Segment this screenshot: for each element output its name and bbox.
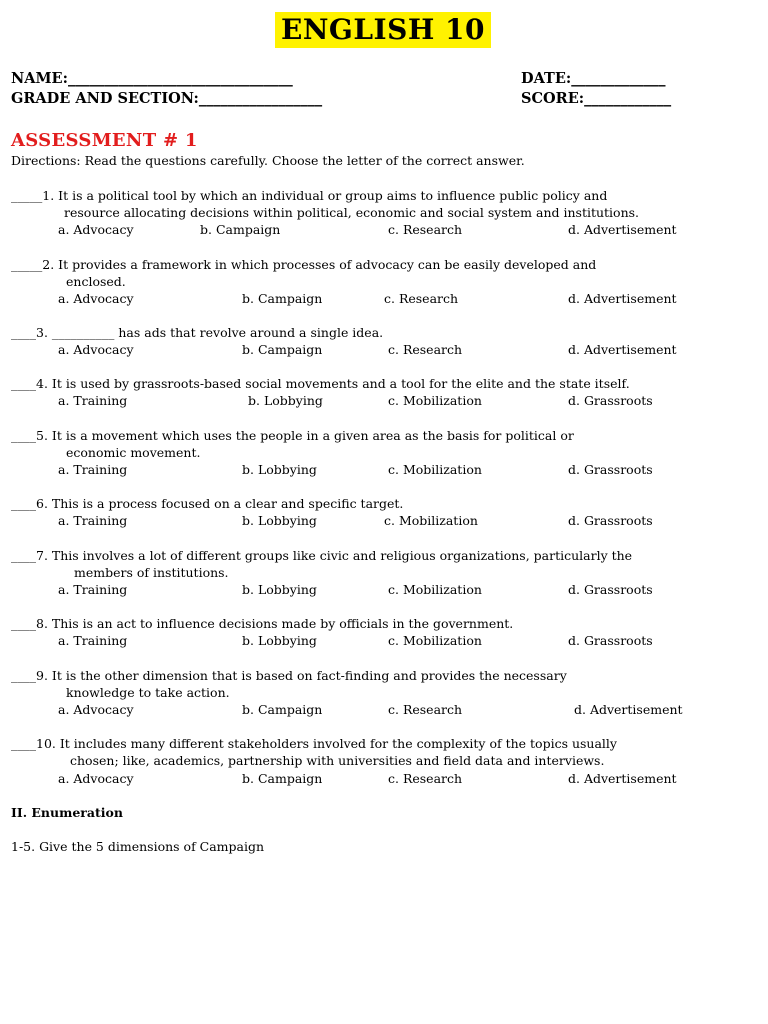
page-title: ENGLISH 10 bbox=[275, 12, 491, 48]
q3-option-a[interactable]: a. Advocacy bbox=[58, 342, 134, 357]
q7-option-b[interactable]: b. Lobbying bbox=[242, 582, 317, 597]
question-2-line2: enclosed. bbox=[66, 274, 126, 289]
score-field[interactable]: SCORE:____________ bbox=[521, 90, 672, 107]
q1-option-a[interactable]: a. Advocacy bbox=[58, 222, 134, 237]
question-5-line2: economic movement. bbox=[66, 445, 201, 460]
q5-option-d[interactable]: d. Grassroots bbox=[568, 462, 653, 477]
q2-option-d[interactable]: d. Advertisement bbox=[568, 291, 677, 306]
section-heading-enumeration: II. Enumeration bbox=[11, 805, 123, 820]
question-4-line1: ____4. It is used by grassroots-based social movements and a tool for the elite and the state itself. bbox=[11, 376, 630, 391]
name-field[interactable]: NAME:_______________________________ bbox=[11, 70, 293, 87]
q7-option-d[interactable]: d. Grassroots bbox=[568, 582, 653, 597]
question-6-line1: ____6. This is a process focused on a clear and specific target. bbox=[11, 496, 404, 511]
q9-option-d[interactable]: d. Advertisement bbox=[574, 702, 683, 717]
assessment-title: ASSESSMENT # 1 bbox=[11, 130, 198, 151]
q10-option-b[interactable]: b. Campaign bbox=[242, 771, 323, 786]
q2-option-b[interactable]: b. Campaign bbox=[242, 291, 323, 306]
enumeration-item: 1-5. Give the 5 dimensions of Campaign bbox=[11, 839, 265, 854]
question-3-line1: ____3. __________ has ads that revolve around a single idea. bbox=[11, 325, 384, 340]
q10-option-c[interactable]: c. Research bbox=[388, 771, 463, 786]
grade-section-field[interactable]: GRADE AND SECTION:_________________ bbox=[11, 90, 323, 107]
date-field[interactable]: DATE:_____________ bbox=[521, 70, 666, 87]
q3-option-b[interactable]: b. Campaign bbox=[242, 342, 323, 357]
q9-option-b[interactable]: b. Campaign bbox=[242, 702, 323, 717]
q9-option-a[interactable]: a. Advocacy bbox=[58, 702, 134, 717]
q7-option-a[interactable]: a. Training bbox=[58, 582, 128, 597]
question-5-line1: ____5. It is a movement which uses the people in a given area as the basis for political or bbox=[11, 428, 574, 443]
question-7-line1: ____7. This involves a lot of different groups like civic and religious organizations, particularly the bbox=[11, 548, 633, 563]
question-8-line1: ____8. This is an act to influence decisions made by officials in the government. bbox=[11, 616, 514, 631]
q2-option-a[interactable]: a. Advocacy bbox=[58, 291, 134, 306]
q5-option-c[interactable]: c. Mobilization bbox=[388, 462, 482, 477]
question-10-line2: chosen; like, academics, partnership with universities and field data and interviews. bbox=[70, 753, 605, 768]
q4-option-d[interactable]: d. Grassroots bbox=[568, 393, 653, 408]
q6-option-b[interactable]: b. Lobbying bbox=[242, 513, 317, 528]
question-9-line2: knowledge to take action. bbox=[66, 685, 230, 700]
q3-option-d[interactable]: d. Advertisement bbox=[568, 342, 677, 357]
q4-option-a[interactable]: a. Training bbox=[58, 393, 128, 408]
q6-option-c[interactable]: c. Mobilization bbox=[384, 513, 478, 528]
question-1-line1: _____1. It is a political tool by which an individual or group aims to influence public policy and bbox=[11, 188, 608, 203]
q8-option-b[interactable]: b. Lobbying bbox=[242, 633, 317, 648]
q7-option-c[interactable]: c. Mobilization bbox=[388, 582, 482, 597]
q9-option-c[interactable]: c. Research bbox=[388, 702, 463, 717]
q1-option-c[interactable]: c. Research bbox=[388, 222, 463, 237]
question-2-line1: _____2. It provides a framework in which processes of advocacy can be easily developed and bbox=[11, 257, 597, 272]
directions-text: Directions: Read the questions carefully. Choose the letter of the correct answer. bbox=[11, 153, 525, 168]
q1-option-d[interactable]: d. Advertisement bbox=[568, 222, 677, 237]
question-1-line2: resource allocating decisions within political, economic and social system and institutions. bbox=[64, 205, 640, 220]
q2-option-c[interactable]: c. Research bbox=[384, 291, 459, 306]
q6-option-a[interactable]: a. Training bbox=[58, 513, 128, 528]
q8-option-d[interactable]: d. Grassroots bbox=[568, 633, 653, 648]
q10-option-a[interactable]: a. Advocacy bbox=[58, 771, 134, 786]
q3-option-c[interactable]: c. Research bbox=[388, 342, 463, 357]
q4-option-c[interactable]: c. Mobilization bbox=[388, 393, 482, 408]
q8-option-a[interactable]: a. Training bbox=[58, 633, 128, 648]
q8-option-c[interactable]: c. Mobilization bbox=[388, 633, 482, 648]
q5-option-a[interactable]: a. Training bbox=[58, 462, 128, 477]
question-7-line2: members of institutions. bbox=[74, 565, 229, 580]
q4-option-b[interactable]: b. Lobbying bbox=[248, 393, 323, 408]
question-9-line1: ____9. It is the other dimension that is based on fact-finding and provides the necessary bbox=[11, 668, 567, 683]
q6-option-d[interactable]: d. Grassroots bbox=[568, 513, 653, 528]
question-10-line1: ____10. It includes many different stakeholders involved for the complexity of the topics usually bbox=[11, 736, 617, 751]
q10-option-d[interactable]: d. Advertisement bbox=[568, 771, 677, 786]
q5-option-b[interactable]: b. Lobbying bbox=[242, 462, 317, 477]
q1-option-b[interactable]: b. Campaign bbox=[200, 222, 281, 237]
